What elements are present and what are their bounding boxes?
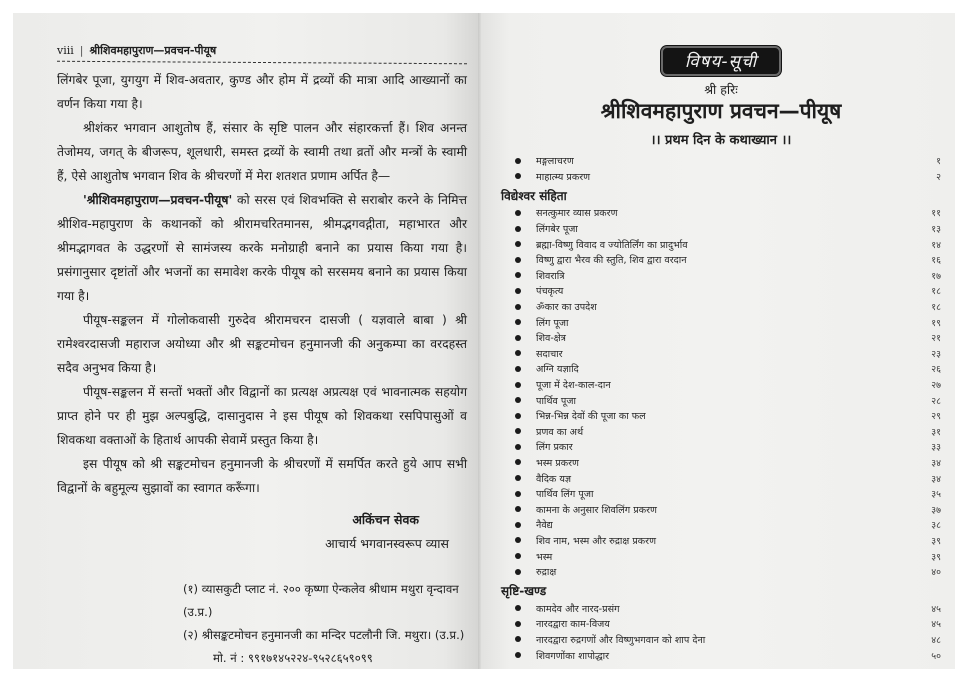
bullet-icon [515, 241, 521, 247]
bullet-icon [515, 506, 521, 512]
paragraph: पीयूष-सङ्कलन में सन्तों भक्तों और विद्वानों का प्रत्यक्ष अप्रत्यक्ष एवं भावनात्मक सहयोग प्राप्त होने पर ही मुझ अल्पबुद्धि, दासानुदास ने इस पीयूष को शिवकथा रसपिपासुओं व शिवकथा वक्ताओं के हितार्थ आपकी सेवामें प्रस्तुत किया है। [57, 385, 467, 447]
book-name-bold: 'श्रीशिवमहापुराण—प्रवचन-पीयूष' [83, 193, 233, 207]
toc-entry-title: लिंग पूजा [536, 317, 569, 329]
toc-entry-title: पार्थिव लिंग पूजा [536, 489, 594, 501]
dashed-rule [57, 61, 467, 65]
toc-sections [501, 188, 941, 663]
bullet-icon [515, 459, 521, 465]
toc-entry-title: शिव-क्षेत्र [536, 333, 566, 345]
banner-wrap [501, 46, 941, 76]
toc-entry-title: ब्रह्मा-विष्णु विवाद व ज्योतिर्लिंग का प्रादुर्भाव [536, 239, 688, 251]
toc-entry [501, 314, 941, 330]
bullet-icon [515, 652, 521, 658]
paragraph: लिंगबेर पूजा, युगयुग में शिव-अवतार, कुण्ड और होम में द्रव्यों की मात्रा आदि आख्यानों का वर्णन किया गया है। [57, 73, 467, 111]
bullet-icon [515, 226, 521, 232]
toc-entry-title: भिन्न-भिन्न देवों की पूजा का फल [536, 411, 646, 423]
running-head [57, 43, 467, 58]
toc-entry [501, 283, 941, 299]
toc-entry [501, 647, 941, 663]
bullet-icon [515, 366, 521, 372]
paragraph: इस पीयूष को श्री सङ्कटमोचन हनुमानजी के श्रीचरणों में समर्पित करते हुये आप सभी विद्वानों के बहुमूल्य सुझावों का स्वागत करूँगा। [57, 457, 467, 495]
toc-entry-page: ३३ [931, 442, 941, 454]
toc-entry-page: ३९ [931, 551, 941, 563]
toc-entry [501, 439, 941, 455]
bullet-icon [515, 288, 521, 294]
toc-entry-page: १८ [931, 302, 941, 314]
bullet-icon [515, 397, 521, 403]
bullet-icon [515, 491, 521, 497]
toc-entry-page: ३७ [931, 504, 941, 516]
toc-entry [501, 533, 941, 549]
day-heading: ।। प्रथम दिन के कथाख्यान ।। [650, 133, 792, 148]
toc-entry-page: ४० [931, 567, 941, 579]
toc-entry-page: ४८ [931, 634, 941, 646]
toc-entry [501, 221, 941, 237]
toc-entry-title: भस्म [536, 551, 553, 563]
left-page [13, 13, 481, 669]
toc-entry [501, 632, 941, 648]
toc-entry [501, 299, 941, 315]
mobile-number: मो. नं : ९९१७१४५२२४-९५२८६५९०९९ [213, 651, 373, 665]
signature-line-2: आचार्य भगवानस्वरूप व्यास [325, 536, 449, 551]
toc-entry [501, 548, 941, 564]
toc-entry [501, 236, 941, 252]
address-line: (२) श्रीसङ्कटमोचन हनुमानजी का मन्दिर पटलौनी जि. मथुरा। (उ.प्र.) [183, 628, 465, 642]
signature-block [57, 508, 467, 556]
toc-entry-page: ३४ [931, 473, 941, 485]
toc-entry-page: ५० [931, 650, 941, 662]
toc-entry-title: प्रणव का अर्थ [536, 426, 584, 438]
toc-entry-page: २ [936, 171, 941, 183]
paragraph: पीयूष-सङ्कलन में गोलोकवासी गुरुदेव श्रीरामचरन दासजी ( यज्ञवाले बाबा ) श्री रामेश्वरदासजी महाराज अयोध्या और श्री सङ्कटमोचन हनुमानजी की अनुकम्पा का वरदहस्त सदैव अनुभव किया है। [57, 313, 467, 375]
toc-entry [501, 377, 941, 393]
bullet-icon [515, 444, 521, 450]
toc-entry [501, 564, 941, 580]
toc-entry-page: १ [936, 156, 941, 168]
bullet-icon [515, 413, 521, 419]
toc-entry-title: वैदिक यज्ञ [536, 473, 572, 485]
bullet-icon [515, 522, 521, 528]
bullet-icon [515, 569, 521, 575]
toc-entry-page: २६ [931, 364, 941, 376]
toc-entry-page: २१ [931, 333, 941, 345]
toc-section-list [501, 205, 941, 579]
toc-entry [501, 486, 941, 502]
toc-entry [501, 392, 941, 408]
toc-entry-page: ११ [931, 208, 941, 220]
toc-entry-page: ३८ [931, 520, 941, 532]
toc-entry-title: नैवेद्य [536, 520, 553, 532]
toc-entry-page: ४५ [931, 619, 941, 631]
toc-entry [501, 169, 941, 185]
toc-entry-title: पार्थिव पूजा [536, 395, 576, 407]
bullet-icon [515, 210, 521, 216]
toc-entry [501, 408, 941, 424]
toc-entry-title: पंचकृत्य [536, 286, 564, 298]
toc-entry-title: अग्नि यज्ञादि [536, 364, 579, 376]
separator: | [79, 44, 84, 57]
toc-entry-title: विष्णु द्वारा भैरव की स्तुति, शिव द्वारा वरदान [536, 255, 687, 267]
toc-entry-page: २८ [931, 395, 941, 407]
right-page [481, 13, 955, 669]
bullet-icon [515, 257, 521, 263]
bullet-icon [515, 173, 521, 179]
toc-entry-title: लिंग प्रकार [536, 442, 573, 454]
book-title: श्रीशिवमहापुराण प्रवचन—पीयूष [600, 99, 842, 123]
toc-entry-title: माहात्म्य प्रकरण [536, 171, 591, 183]
toc-section-heading: विद्येश्वर संहिता [501, 189, 567, 204]
toc-entry [501, 517, 941, 533]
bullet-icon [515, 553, 521, 559]
toc-entry [501, 424, 941, 440]
bullet-icon [515, 605, 521, 611]
paragraph: 'श्रीशिवमहापुराण—प्रवचन-पीयूष' को सरस एवं शिवभक्ति से सराबोर करने के निमित्त श्रीशिव-महापुराण के कथानकों को श्रीरामचरितमानस, श्रीमद्भगवद्गीता, महाभारत और श्रीमद्भागवत के उद्धरणों से सामंजस्य करके मनोग्राही बनाने का प्रयास किया गया है। प्रसंगानुसार दृष्टांतों और भजनों का समावेश करके पीयूष को सरसमय बनाने का प्रयास किया गया है। [57, 193, 467, 303]
toc-entry-title: शिवगणोंका शापोद्धार [536, 650, 610, 662]
toc-entry [501, 455, 941, 471]
toc-entry-page: ३९ [931, 535, 941, 547]
toc-entry-page: ३४ [931, 457, 941, 469]
toc-entry-title: मङ्गलाचरण [536, 156, 574, 168]
page-number: viii [57, 44, 74, 57]
contents-banner: विषय-सूची [661, 46, 781, 76]
toc-entry-title: सदाचार [536, 348, 563, 360]
address-block [57, 578, 467, 670]
toc-section-list [501, 600, 941, 662]
toc-entry [501, 252, 941, 268]
toc-entry-page: ३५ [931, 489, 941, 501]
toc-entry-title: भस्म प्रकरण [536, 457, 579, 469]
toc-entry-page: २७ [931, 380, 941, 392]
bullet-icon [515, 621, 521, 627]
bullet-icon [515, 636, 521, 642]
toc-entry-page: १९ [931, 317, 941, 329]
toc-entry-page: १७ [931, 270, 941, 282]
toc-entry-title: कामदेव और नारद-प्रसंग [536, 603, 620, 615]
toc-entry-title: कामना के अनुसार शिवलिंग प्रकरण [536, 504, 657, 516]
address-line: (१) व्यासकुटी प्लाट नं. २०० कृष्णा ऐन्कलेव श्रीधाम मथुरा वृन्दावन (उ.प्र.) [183, 582, 459, 619]
paragraph: श्रीशंकर भगवान आशुतोष हैं, संसार के सृष्टि पालन और संहारकर्त्ता हैं। शिव अनन्त तेजोमय, जगत् के बीजरूप, शूलधारी, समस्त द्रव्यों के स्वामी तथा व्रतों और मन्त्रों के स्वामी हैं, ऐसे आशुतोष भगवान शिव के श्रीचरणों में मेरा शतशत प्रणाम अर्पित है— [57, 121, 467, 183]
toc-entry-title: नारदद्वारा रुद्रगणों और विष्णुभगवान को शाप देना [536, 634, 706, 646]
toc-entry [501, 153, 941, 169]
toc-entry [501, 268, 941, 284]
preface-body [57, 68, 467, 500]
toc-entry-title: नारदद्वारा काम-विजय [536, 619, 610, 631]
toc-entry [501, 361, 941, 377]
toc-entry-page: १६ [931, 255, 941, 267]
toc-entry-title: शिवरात्रि [536, 270, 565, 282]
toc-entry-title: ॐकार का उपदेश [536, 302, 597, 314]
toc-entry-page: २३ [931, 348, 941, 360]
toc-entry [501, 330, 941, 346]
toc-entry-page: ३१ [931, 426, 941, 438]
toc-entry-page: १३ [931, 224, 941, 236]
bullet-icon [515, 537, 521, 543]
bullet-icon [515, 319, 521, 325]
bullet-icon [515, 158, 521, 164]
toc-section-heading: सृष्टि-खण्ड [501, 584, 547, 599]
toc-entry-title: पूजा में देश-काल-दान [536, 380, 611, 392]
toc-entry-title: लिंगबेर पूजा [536, 224, 578, 236]
bullet-icon [515, 350, 521, 356]
toc-entry-page: १८ [931, 286, 941, 298]
toc-entry-page: १४ [931, 239, 941, 251]
toc-entry-page: ४५ [931, 603, 941, 615]
toc-entry [501, 600, 941, 616]
toc-entry [501, 470, 941, 486]
invocation: श्री हरिः [704, 82, 738, 97]
toc-entry [501, 346, 941, 362]
bullet-icon [515, 272, 521, 278]
bullet-icon [515, 382, 521, 388]
toc-entry-title: रुद्राक्ष [536, 567, 557, 579]
toc-entry-page: २९ [931, 411, 941, 423]
signature-line-1: अकिंचन सेवक [352, 512, 419, 527]
bullet-icon [515, 335, 521, 341]
toc-entry [501, 616, 941, 632]
bullet-icon [515, 428, 521, 434]
toc-entry-title: सनत्कुमार व्यास प्रकरण [536, 208, 618, 220]
running-head-title: श्रीशिवमहापुराण—प्रवचन-पीयूष [89, 44, 217, 57]
toc-entry [501, 501, 941, 517]
bullet-icon [515, 304, 521, 310]
toc-intro-list [501, 153, 941, 184]
toc-entry [501, 205, 941, 221]
toc-entry-title: शिव नाम, भस्म और रुद्राक्ष प्रकरण [536, 535, 657, 547]
bullet-icon [515, 475, 521, 481]
